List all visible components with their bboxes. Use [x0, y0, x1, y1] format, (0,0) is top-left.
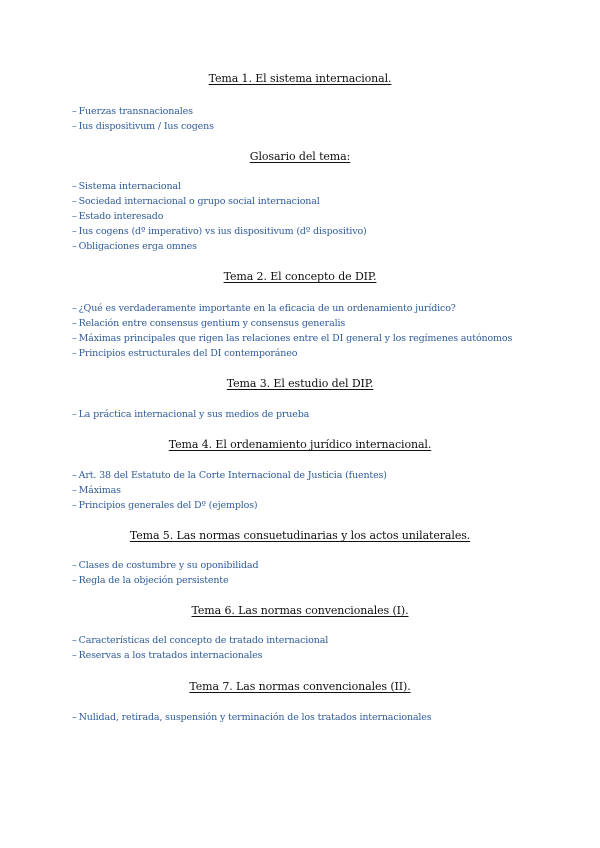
list-item: – Ius dispositivum / Ius cogens — [72, 121, 214, 132]
section-list-tema-1 — [72, 104, 214, 134]
section-heading-tema-6: Tema 6. Las normas convencionales (I). — [191, 604, 409, 617]
list-item: – Máximas principales que rigen las relaciones entre el DI general y los regímenes autónomos — [72, 333, 513, 344]
dash-bullet: – — [72, 348, 77, 359]
section-heading-tema-1: Tema 1. El sistema internacional. — [208, 72, 392, 85]
dash-bullet: – — [72, 470, 77, 481]
list-item: – Obligaciones erga omnes — [72, 241, 197, 252]
list-item: – Estado interesado — [72, 211, 164, 222]
dash-bullet: – — [72, 560, 77, 571]
section-heading-glosario: Glosario del tema: — [249, 150, 351, 163]
list-item: – Máximas — [72, 485, 121, 496]
dash-bullet: – — [72, 333, 77, 344]
list-item: – Fuerzas transnacionales — [72, 106, 193, 117]
list-item: – Principios generales del Dº (ejemplos) — [72, 500, 258, 511]
section-heading-tema-7: Tema 7. Las normas convencionales (II). — [189, 680, 411, 693]
section-heading-tema-2: Tema 2. El concepto de DIP. — [223, 270, 377, 283]
section-list-tema-3 — [72, 407, 309, 422]
section-list-tema-7 — [72, 710, 432, 725]
section-heading-tema-5: Tema 5. Las normas consuetudinarias y los actos unilaterales. — [129, 529, 471, 542]
list-item: – ¿Qué es verdaderamente importante en la eficacia de un ordenamiento jurídico? — [72, 303, 456, 314]
list-item: – Principios estructurales del DI contemporáneo — [72, 348, 298, 359]
dash-bullet: – — [72, 303, 77, 314]
list-item: – Nulidad, retirada, suspensión y terminación de los tratados internacionales — [72, 712, 432, 723]
list-item: – Sistema internacional — [72, 181, 181, 192]
dash-bullet: – — [72, 106, 77, 117]
section-list-tema-2 — [72, 301, 512, 361]
list-item: – Ius cogens (dº imperativo) vs ius dispositivum (dº dispositivo) — [72, 226, 367, 237]
section-heading-tema-3: Tema 3. El estudio del DIP. — [226, 377, 374, 390]
dash-bullet: – — [72, 241, 77, 252]
section-list-glosario — [72, 179, 367, 254]
list-item: – Relación entre consensus gentium y consensus generalis — [72, 318, 346, 329]
section-list-tema-5 — [72, 558, 258, 588]
list-item: – Clases de costumbre y su oponibilidad — [72, 560, 259, 571]
list-item: – La práctica internacional y sus medios de prueba — [72, 409, 310, 420]
dash-bullet: – — [72, 196, 77, 207]
dash-bullet: – — [72, 650, 77, 661]
dash-bullet: – — [72, 211, 77, 222]
section-list-tema-4 — [72, 468, 387, 513]
dash-bullet: – — [72, 712, 77, 723]
list-item: – Características del concepto de tratado internacional — [72, 635, 329, 646]
dash-bullet: – — [72, 409, 77, 420]
dash-bullet: – — [72, 226, 77, 237]
list-item: – Reservas a los tratados internacionales — [72, 650, 263, 661]
list-item: – Regla de la objeción persistente — [72, 575, 229, 586]
section-heading-tema-4: Tema 4. El ordenamiento jurídico internacional. — [168, 438, 432, 451]
dash-bullet: – — [72, 181, 77, 192]
dash-bullet: – — [72, 500, 77, 511]
dash-bullet: – — [72, 575, 77, 586]
dash-bullet: – — [72, 485, 77, 496]
dash-bullet: – — [72, 635, 77, 646]
dash-bullet: – — [72, 318, 77, 329]
dash-bullet: – — [72, 121, 77, 132]
section-list-tema-6 — [72, 633, 328, 663]
list-item: – Sociedad internacional o grupo social internacional — [72, 196, 320, 207]
list-item: – Art. 38 del Estatuto de la Corte Internacional de Justicia (fuentes) — [72, 470, 387, 481]
